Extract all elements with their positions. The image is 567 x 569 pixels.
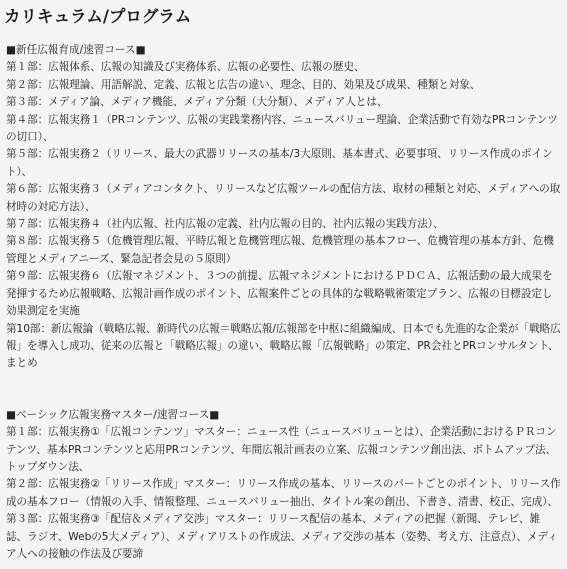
course-section: 第６部：広報実務３（メディアコンタクト、リリースなど広報ツールの配信方法、取材の種類と対応、メディアへの取材時の対応方法）、 [6, 183, 561, 213]
course-section: 第２部：広報理論、用語解説、定義、広報と広告の違い、理念、目的、効果及び成果、種類と対象、 [6, 78, 481, 91]
course-section: 第９部：広報実務６（広報マネジメント、３つの前提、広報マネジメントにおけるＰＤＣＡ、広報活動の最大成果を発揮するため広報戦略、広報計画作成のポイント、広報案件ごとの具体的な戦略戦術策定プラン、広報の目標設定し効果測定を実施 [6, 270, 553, 318]
page-title: カリキュラム/プログラム [4, 7, 192, 26]
course-heading: ■新任広報育成/速習コース■ [6, 44, 146, 56]
course-section: 第４部：広報実務１（PRコンテンツ、広報の実践業務内容、ニュースバリュー理論、企業活動で有効なPRコンテンツの切口）、 [6, 113, 558, 144]
course-heading: ■ベーシック広報実務マスター/速習コース■ [6, 408, 220, 421]
course-section: 第１部：広報実務①「広報コンテンツ」マスター：ニュース性（ニュースバリューとは）、企業活動におけるＰＲコンテンツ、基本PRコンテンツと応用PRコンテンツ、年間広報計画表の立案、広報コンテンツ創出法、ボトムアップ法、トップダウン法、 [6, 426, 557, 473]
course-section: 第３部：メディア論、メディア機能、メディア分類（大分類）、メディア人とは、 [6, 96, 388, 109]
course-section: 第７部：広報実務４（社内広報、社内広報の定義、社内広報の目的、社内広報の実践方法）、 [6, 218, 444, 231]
course-section: 第10部：新広報論（戦略広報、新時代の広報＝戦略広報/広報部を中枢に組織編成、日本でも先進的な企業が「戦略広報」を導入し成功、従来の広報と「戦略広報」の違い、戦略広報「広報戦略」の策定、PR会社とPRコンサルタント、まとめ [6, 322, 561, 370]
course-new-pr-training [6, 42, 561, 373]
course-basic-pr-master [6, 407, 561, 564]
course-section: 第１部：広報体系、広報の知識及び実務体系、広報の必要性、広報の歴史、 [6, 61, 365, 74]
course-divider-space [6, 373, 561, 407]
course-section: 第２部：広報実務②「リリース作成」マスター：リリース作成の基本、リリースのパートごとのポイント、リリース作成の基本フロー（情報の入手、情報整理、ニュースバリュー抽出、タイトル案の創出、下書き、清書、校正、完成）、 [6, 478, 561, 508]
course-section: 第３部：広報実務③「配信＆メディア交渉」マスター：リリース配信の基本、メディアの把握（新聞、テレビ、雑誌、ラジオ、Webの5大メディア）、メディアリストの作成法、メディア交渉の基本（姿勢、考え方、注意点）、メディア人への接触の作法及び要諦 [6, 513, 558, 560]
course-section: 第５部：広報実務２（リリース、最大の武器リリースの基本/3大原則、基本書式、必要事項、リリース作成のポイント）、 [6, 148, 553, 178]
course-section: 第８部：広報実務５（危機管理広報、平時広報と危機管理広報、危機管理の基本フロー、危機管理の基本方針、危機管理とメディアニーズ、緊急記者会見の５原則） [6, 235, 554, 265]
